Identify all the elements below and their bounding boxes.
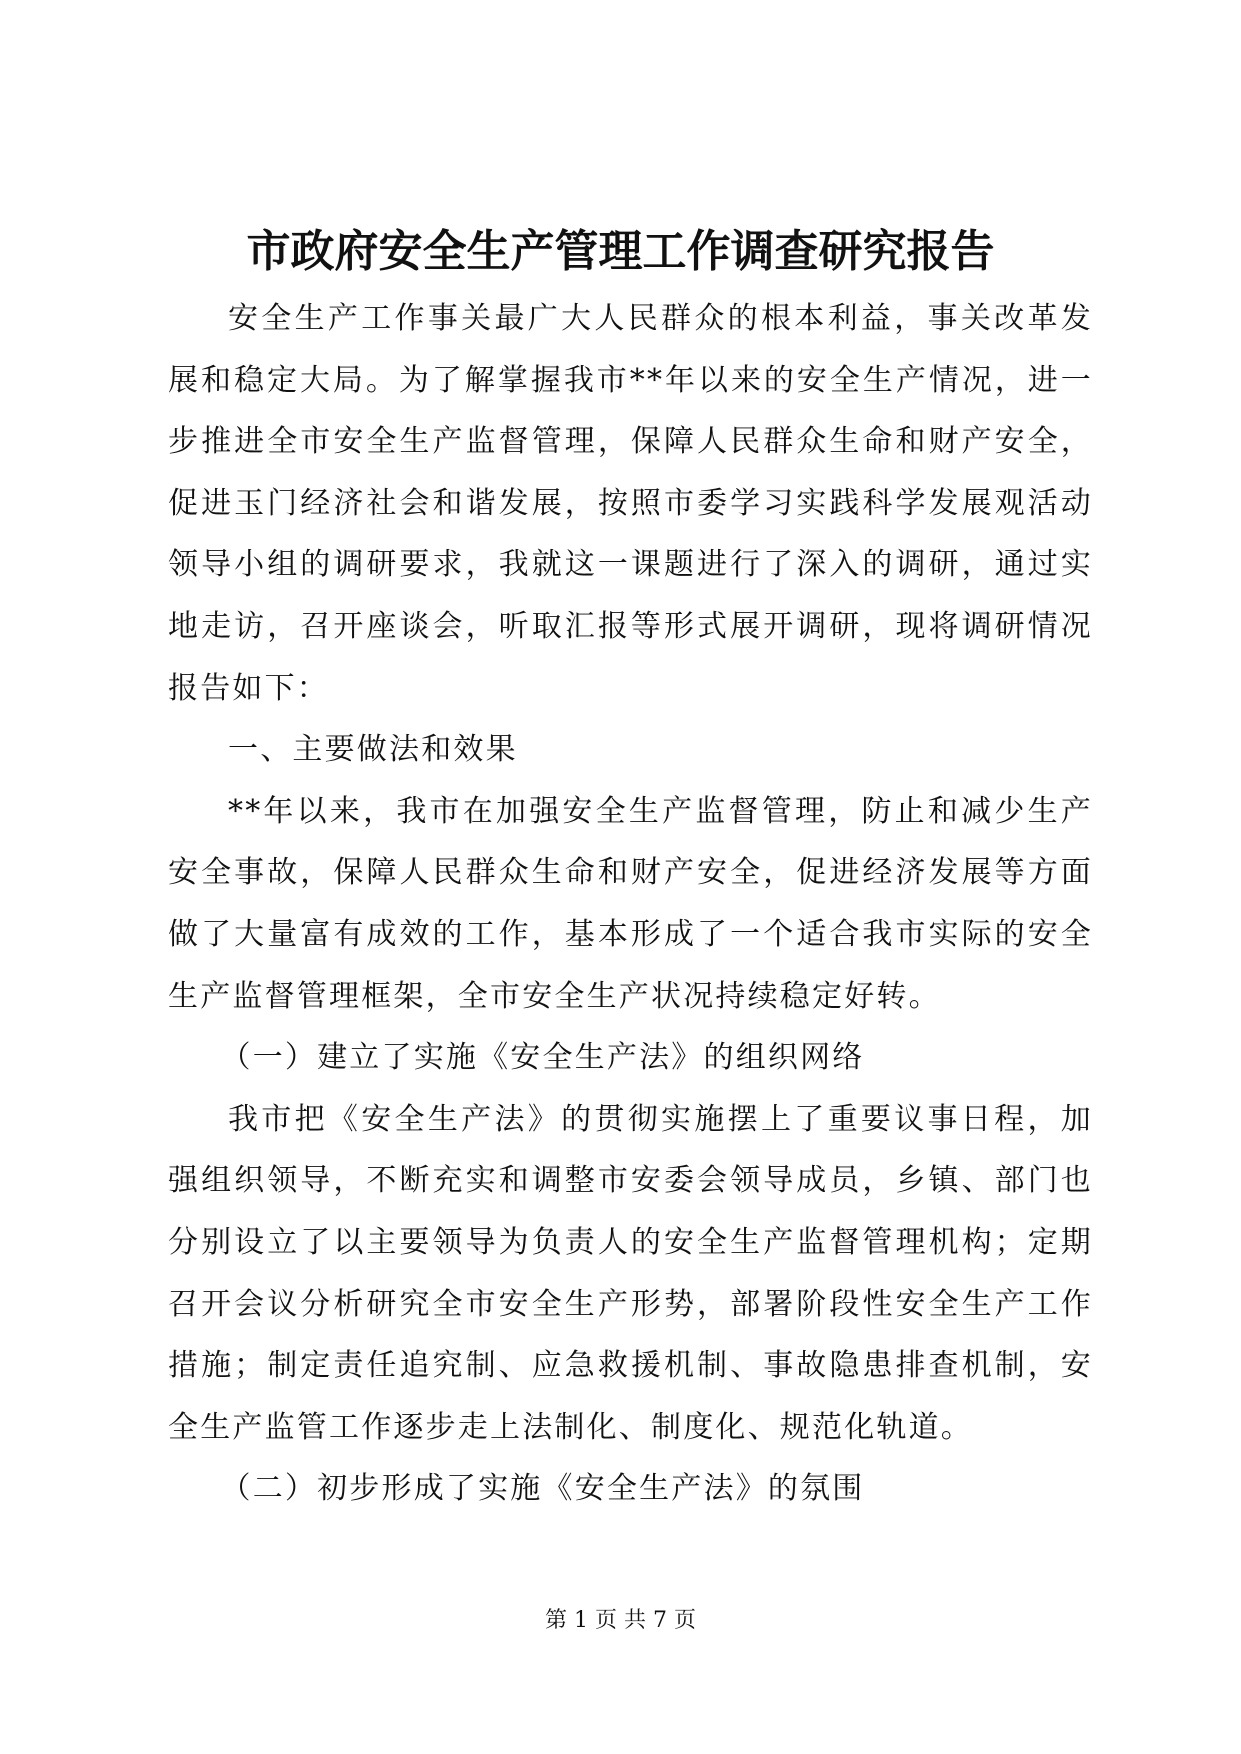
page-footer: 第 1 页 共 7 页 [545,1608,696,1633]
paragraph-intro: 安全生产工作事关最广大人民群众的根本利益，事关改革发展和稳定大局。为了解掌握我市**年以来的安全生产情况，进一步推进全市安全生产监督管理，保障人民群众生命和财产安全，促进玉门经济社会和谐发展，按照市委学习实践科学发展观活动领导小组的调研要求，我就这一课题进行了深入的调研，通过实地走访，召开座谈会，听取汇报等形式展开调研，现将调研情况报告如下： [168,301,1093,706]
subsection-heading-2: （二）初步形成了实施《安全生产法》的氛围 [220,1471,865,1507]
paragraph-section-1: **年以来，我市在加强安全生产监督管理，防止和减少生产安全事故，保障人民群众生命和财产安全，促进经济发展等方面做了大量富有成效的工作，基本形成了一个适合我市实际的安全生产监督管理框架，全市安全生产状况持续稳定好转。 [168,793,1093,1014]
document-title: 市政府安全生产管理工作调查研究报告 [246,226,995,277]
subsection-heading-1: （一）建立了实施《安全生产法》的组织网络 [220,1040,865,1076]
section-heading-1: 一、主要做法和效果 [228,732,518,768]
paragraph-subsection-1: 我市把《安全生产法》的贯彻实施摆上了重要议事日程，加强组织领导，不断充实和调整市安委会领导成员，乡镇、部门也分别设立了以主要领导为负责人的安全生产监督管理机构；定期召开会议分析研究全市安全生产形势，部署阶段性安全生产工作措施；制定责任追究制、应急救援机制、事故隐患排查机制，安全生产监管工作逐步走上法制化、制度化、规范化轨道。 [168,1101,1093,1445]
document-body [168,288,1093,1520]
